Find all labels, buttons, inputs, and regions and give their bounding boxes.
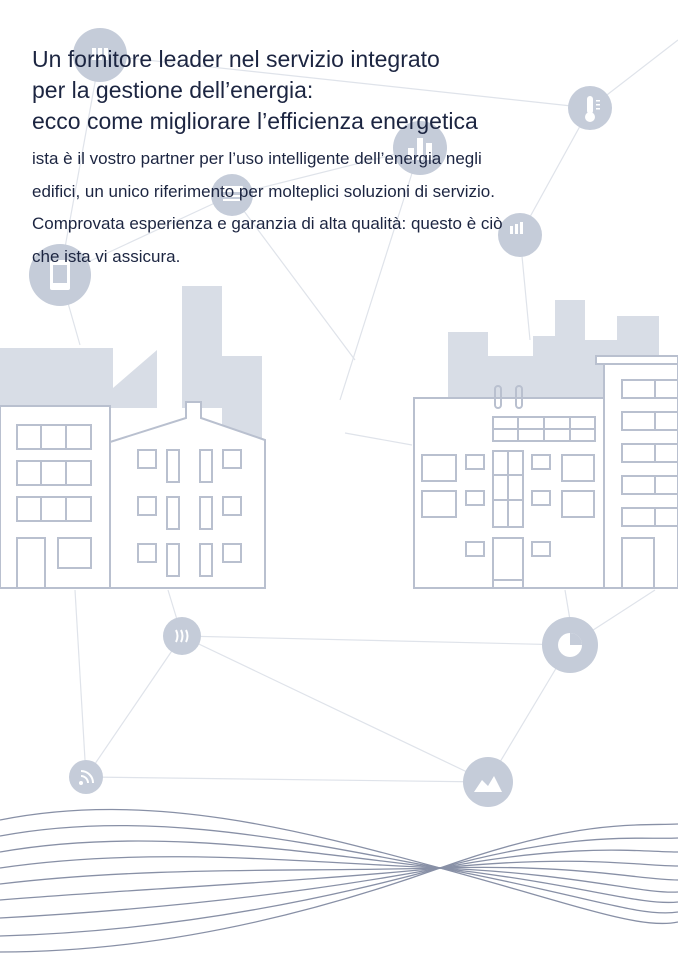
right-buildings (414, 300, 678, 588)
intro-text-block (32, 44, 652, 273)
body-line: edifici, un unico riferimento per molteplici soluzioni di servizio. (32, 181, 495, 201)
decorative-waves (0, 809, 678, 952)
body-paragraph (32, 143, 652, 273)
body-line: Comprovata esperienza e garanzia di alta qualità: questo è ciò (32, 214, 503, 233)
headline (32, 44, 652, 137)
headline-line: Un fornitore leader nel servizio integrato (32, 46, 440, 72)
body-line: che ista vi assicura. (32, 246, 181, 266)
landscape-node (463, 757, 513, 807)
left-buildings (0, 286, 265, 588)
body-line: ista è il vostro partner per l’uso intelligente dell’energia negli (32, 149, 482, 168)
pie-chart-icon (558, 633, 582, 657)
heat-node (163, 617, 201, 655)
headline-line: ecco come migliorare l’efficienza energetica (32, 108, 478, 134)
wifi-node (69, 760, 103, 794)
headline-line: per la gestione dell’energia: (32, 77, 314, 103)
pie-chart-node (542, 617, 598, 673)
